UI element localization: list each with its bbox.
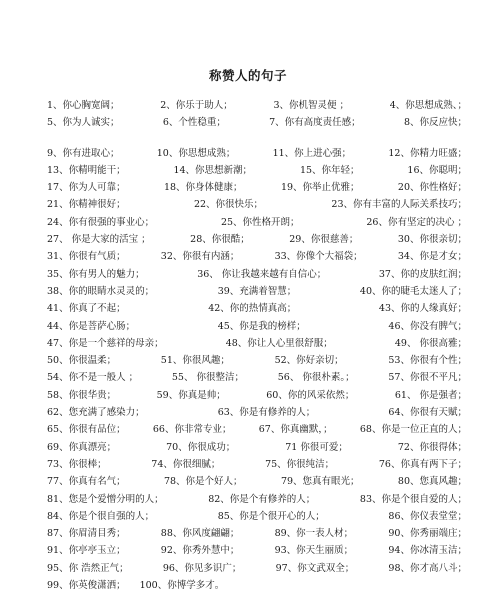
sentence-item: 78、你是个好人； bbox=[163, 476, 243, 488]
sentence-line bbox=[47, 196, 467, 213]
sentence-line bbox=[47, 404, 467, 421]
sentence-item: 12、你精力旺盛； bbox=[388, 147, 467, 159]
sentence-item: 41、你真了不起； bbox=[47, 303, 126, 315]
sentence-item: 37、你的皮肤红润； bbox=[378, 268, 467, 280]
sentence-item: 43、你的人缘真好； bbox=[378, 303, 467, 315]
sentence-item: 61、 你是强者； bbox=[394, 389, 467, 401]
sentence-item: 99、你英俊潇洒； bbox=[47, 580, 126, 592]
sentence-item: 8、你反应快； bbox=[403, 117, 467, 129]
sentence-item: 93、你天生丽质； bbox=[274, 545, 354, 557]
sentence-item: 54、你不是一般人 ； bbox=[47, 372, 139, 384]
sentence-item: 69、你真漂亮； bbox=[47, 441, 117, 453]
sentence-item: 5、你为人诚实； bbox=[47, 117, 120, 129]
page-title: 称赞人的句子 bbox=[208, 68, 287, 83]
sentence-item: 92、你秀外慧中； bbox=[160, 545, 240, 557]
sentence-item: 44、你是菩萨心肠； bbox=[47, 320, 136, 332]
sentence-item: 53、你很有个性； bbox=[388, 355, 467, 367]
sentence-line bbox=[47, 542, 467, 559]
sentence-item: 20、你性格好； bbox=[397, 182, 467, 194]
sentence-line bbox=[47, 114, 467, 131]
sentence-item: 88、你风度翩翩； bbox=[160, 528, 240, 540]
sentence-line bbox=[47, 456, 467, 473]
sentence-item: 31、你很有气质； bbox=[47, 251, 126, 263]
sentence-line bbox=[47, 300, 467, 317]
sentence-item: 23、你有丰富的人际关系技巧； bbox=[331, 199, 467, 211]
sentence-item: 66、你非常专业； bbox=[152, 424, 232, 436]
sentence-item: 100、你博学多才。 bbox=[139, 580, 225, 592]
sentence-item: 21、你精神很好； bbox=[47, 199, 126, 211]
sentence-item: 28、你很酷； bbox=[190, 234, 250, 246]
sentence-item: 26、你有坚定的决心 ； bbox=[366, 216, 467, 228]
sentence-item: 47、你是一个慈祥的母亲； bbox=[47, 337, 164, 349]
sentence-item: 49、 你很高雅； bbox=[394, 337, 467, 349]
sentence-item: 57、你很不平凡； bbox=[388, 372, 467, 384]
sentence-line bbox=[47, 248, 467, 265]
sentence-item: 55、 你很整洁； bbox=[171, 372, 244, 384]
sentence-item: 71 你很可爱； bbox=[285, 441, 348, 453]
sentence-item: 33、你像个大福袋； bbox=[274, 251, 363, 263]
sentence-item: 2、你乐于助人； bbox=[160, 100, 233, 111]
sentence-item: 42、你的热情真高； bbox=[208, 303, 297, 315]
sentence-line bbox=[47, 508, 467, 525]
sentence-item: 40、你的睫毛太迷人了； bbox=[359, 285, 467, 297]
sentence-item: 79、您真有眼光； bbox=[280, 476, 360, 488]
sentence-item: 58、你很华贵； bbox=[47, 389, 117, 401]
sentence-item: 72、你很得体； bbox=[397, 441, 467, 453]
sentence-line bbox=[47, 318, 467, 335]
sentence-line bbox=[47, 577, 467, 594]
sentence-item: 77、你真有名气； bbox=[47, 476, 126, 488]
sentence-item: 25、你性格开朗； bbox=[220, 216, 300, 228]
sentence-item: 29、你很慈善； bbox=[289, 234, 359, 246]
sentence-item: 36、 你让我越来越有自信心； bbox=[197, 268, 327, 280]
sentence-item: 98、你才高八斗； bbox=[388, 562, 467, 574]
sentence-item: 63、你是有修养的人； bbox=[217, 407, 316, 419]
sentence-item: 87、你眉清目秀； bbox=[47, 528, 126, 540]
sentence-line bbox=[47, 97, 467, 114]
sentence-item: 51、你很风趣； bbox=[160, 355, 230, 367]
sentence-item: 30、你很亲切； bbox=[397, 234, 467, 246]
sentence-line bbox=[47, 145, 467, 162]
sentence-item: 38、你的眼睛水灵灵的； bbox=[47, 285, 155, 297]
sentence-line bbox=[47, 525, 467, 542]
sentence-item: 46、你没有脾气； bbox=[388, 320, 467, 332]
sentence-item: 14、你思想新潮； bbox=[173, 164, 253, 176]
sentence-line bbox=[47, 283, 467, 300]
sentence-item: 3、你机智灵便 ； bbox=[273, 100, 350, 111]
sentence-item: 7、你有高度责任感； bbox=[269, 117, 361, 129]
sentence-line bbox=[47, 491, 467, 508]
sentence-item: 10、你思想成熟； bbox=[156, 147, 236, 159]
sentence-item: 27、 你是大家的活宝 ； bbox=[47, 234, 151, 246]
sentence-item: 15、你年轻； bbox=[299, 164, 360, 176]
sentence-item: 67、你真幽默，； bbox=[258, 424, 333, 436]
sentence-line bbox=[47, 266, 467, 283]
sentence-item: 75、你很纯洁； bbox=[265, 458, 335, 470]
sentence-item: 45、你是我的榜样； bbox=[217, 320, 306, 332]
sentence-item: 96、你见多识广； bbox=[162, 562, 242, 574]
sentence-item: 18、你身体健康； bbox=[163, 182, 243, 194]
sentence-line bbox=[47, 439, 467, 456]
sentence-item: 50、你很温柔； bbox=[47, 355, 117, 367]
sentence-item: 24、你有很强的事业心； bbox=[47, 216, 155, 228]
sentence-line bbox=[47, 214, 467, 231]
sentence-list bbox=[47, 97, 467, 594]
sentence-item: 52、你好亲切； bbox=[274, 355, 344, 367]
sentence-item: 86、你仪表堂堂； bbox=[388, 510, 467, 522]
sentence-item: 70、你很成功； bbox=[166, 441, 236, 453]
sentence-line bbox=[47, 369, 467, 386]
sentence-item: 82、你是个有修养的人； bbox=[208, 493, 316, 505]
sentence-item: 60、你的风采依然； bbox=[266, 389, 355, 401]
sentence-item: 80、您真风趣； bbox=[397, 476, 467, 488]
sentence-line bbox=[47, 162, 467, 179]
sentence-item: 17、你为人可靠； bbox=[47, 182, 126, 194]
sentence-item: 89、你一表人材； bbox=[274, 528, 354, 540]
sentence-item: 65、你很有品位； bbox=[47, 424, 126, 436]
sentence-item: 32、你很有内涵； bbox=[160, 251, 240, 263]
sentence-item: 90、你秀丽端庄； bbox=[388, 528, 467, 540]
sentence-item: 84、你是个很自强的人； bbox=[47, 510, 155, 522]
sentence-item: 35、你有男人的魅力； bbox=[47, 268, 145, 280]
sentence-line bbox=[47, 473, 467, 490]
sentence-item: 56、 你很朴素。； bbox=[277, 372, 355, 384]
sentence-line bbox=[47, 352, 467, 369]
sentence-item: 68、你是一位正直的人； bbox=[359, 424, 467, 436]
sentence-item: 1、你心胸宽阔； bbox=[47, 100, 120, 111]
sentence-item: 4、你思想成熟、； bbox=[389, 100, 467, 111]
sentence-item: 91、你亭亭玉立； bbox=[47, 545, 126, 557]
sentence-line bbox=[47, 421, 467, 438]
sentence-item: 83、你是个很自爱的人； bbox=[359, 493, 467, 505]
sentence-item: 62、您充满了感染力； bbox=[47, 407, 145, 419]
sentence-line bbox=[47, 560, 467, 577]
sentence-item: 34、你是才女； bbox=[397, 251, 467, 263]
sentence-item: 81、您是个爱憎分明的人； bbox=[47, 493, 164, 505]
sentence-item: 97、你文武双全； bbox=[275, 562, 355, 574]
sentence-item: 9、你有进取心； bbox=[47, 147, 120, 159]
sentence-item: 76、你真有两下子； bbox=[378, 458, 467, 470]
sentence-item: 6、个性稳重； bbox=[162, 117, 226, 129]
sentence-line bbox=[47, 231, 467, 248]
sentence-item: 74、你很细腻； bbox=[151, 458, 221, 470]
sentence-line bbox=[47, 387, 467, 404]
sentence-line bbox=[47, 335, 467, 352]
sentence-item: 11、你上进心强； bbox=[272, 147, 352, 159]
sentence-item: 19、你举止优雅； bbox=[280, 182, 360, 194]
sentence-item: 94、你冰清玉洁； bbox=[388, 545, 467, 557]
sentence-item: 48、你让人心里很舒服； bbox=[225, 337, 333, 349]
sentence-item: 39、充满着智慧； bbox=[217, 285, 297, 297]
sentence-item: 64、你很有天赋； bbox=[388, 407, 467, 419]
sentence-line bbox=[47, 179, 467, 196]
sentence-item: 13、你精明能干； bbox=[47, 164, 126, 176]
sentence-item: 59、你真是帅； bbox=[156, 389, 226, 401]
sentence-item: 16、你聪明； bbox=[407, 164, 467, 176]
sentence-item: 73、你很棒； bbox=[47, 458, 107, 470]
sentence-item: 85、你是个很开心的人； bbox=[217, 510, 325, 522]
sentence-item: 95、你 浩然正气； bbox=[47, 562, 129, 574]
sentence-item: 22、你很快乐； bbox=[193, 199, 264, 211]
